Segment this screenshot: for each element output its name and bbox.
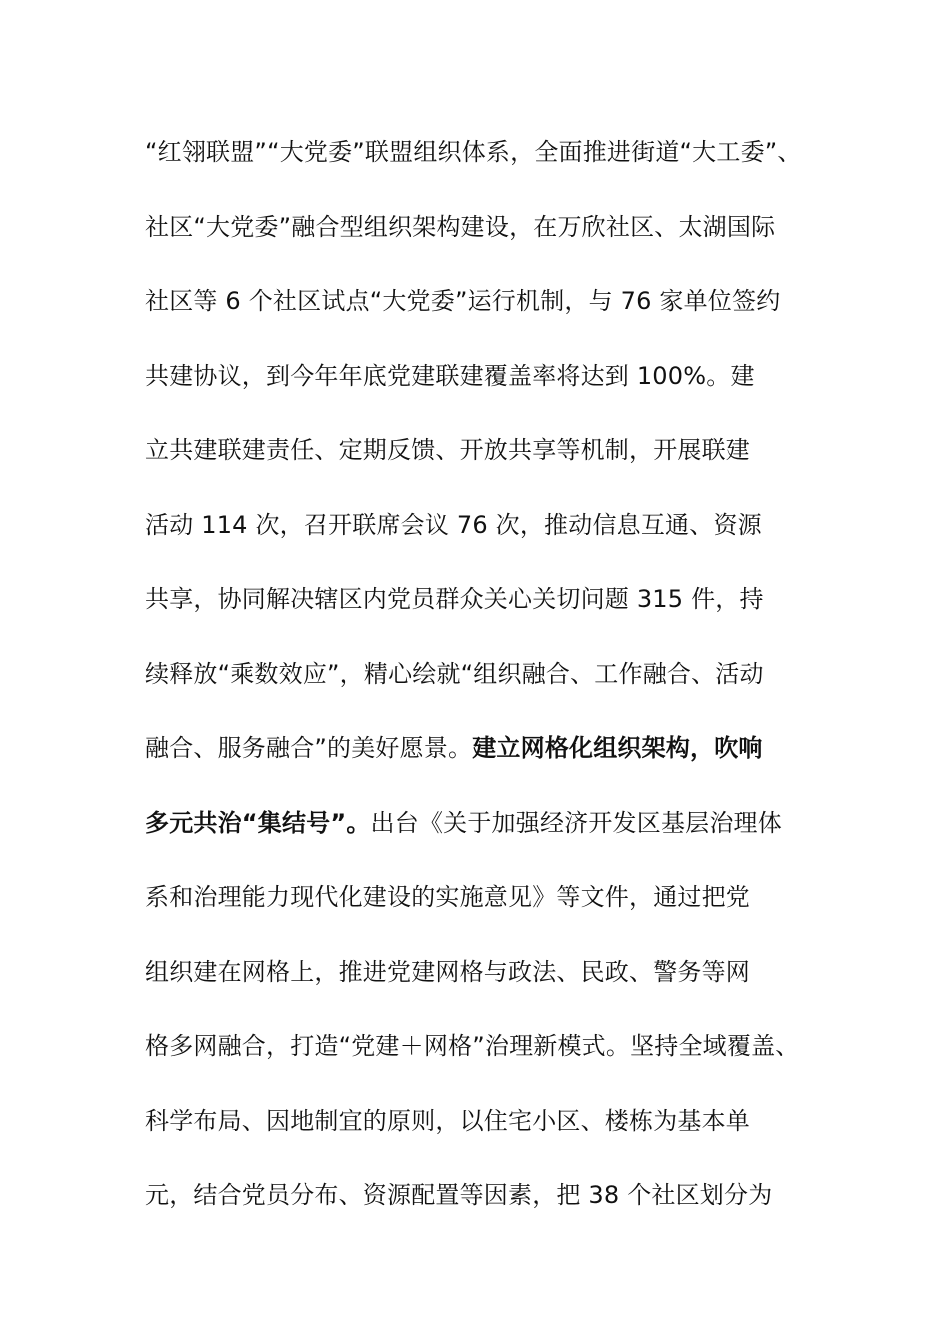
text-run: “红翎联盟”“大党委”联盟组织体系，全面推进街道“大工委”、	[145, 138, 802, 166]
text-run: 融合、服务融合”的美好愿景。	[145, 734, 473, 762]
bold-heading-run: 多元共治“集结号”。	[145, 808, 371, 837]
text-run: 系和治理能力现代化建设的实施意见》等文件，通过把党	[145, 883, 750, 911]
text-run: 共建协议，到今年年底党建联建覆盖率将达到 100%。建	[145, 361, 755, 390]
text-line	[145, 128, 825, 203]
text-line	[145, 1171, 825, 1246]
text-run: 社区“大党委”融合型组织架构建设，在万欣社区、太湖国际	[145, 212, 776, 241]
text-run: 共享，协同解决辖区内党员群众关心关切问题 315 件，持	[145, 585, 764, 613]
text-run: 出台《关于加强经济开发区基层治理体	[370, 808, 782, 837]
text-line	[145, 1022, 825, 1097]
text-line	[145, 799, 825, 874]
text-run: 续释放“乘数效应”，精心绘就“组织融合、工作融合、活动	[145, 659, 764, 688]
text-line	[145, 203, 825, 278]
text-line	[145, 426, 825, 501]
text-line	[145, 352, 825, 427]
text-run: 组织建在网格上，推进党建网格与政法、民政、警务等网	[145, 957, 750, 986]
text-run: 元，结合党员分布、资源配置等因素，把 38 个社区划分为	[145, 1181, 773, 1209]
text-run: 社区等 6 个社区试点“大党委”运行机制，与 76 家单位签约	[145, 287, 781, 315]
text-line	[145, 575, 825, 650]
text-line	[145, 650, 825, 725]
text-line	[145, 873, 825, 948]
text-line	[145, 1097, 825, 1172]
text-line	[145, 501, 825, 576]
bold-heading-run: 建立网格化组织架构，吹响	[472, 734, 763, 762]
text-line	[145, 724, 825, 799]
text-run: 活动 114 次，召开联席会议 76 次，推动信息互通、资源	[145, 510, 762, 539]
text-line	[145, 948, 825, 1023]
text-run: 格多网融合，打造“党建＋网格”治理新模式。坚持全域覆盖、	[145, 1032, 800, 1060]
text-run: 科学布局、因地制宜的原则，以住宅小区、楼栋为基本单	[145, 1106, 750, 1135]
document-body	[145, 128, 825, 1246]
text-line	[145, 277, 825, 352]
text-run: 立共建联建责任、定期反馈、开放共享等机制，开展联建	[145, 436, 750, 464]
